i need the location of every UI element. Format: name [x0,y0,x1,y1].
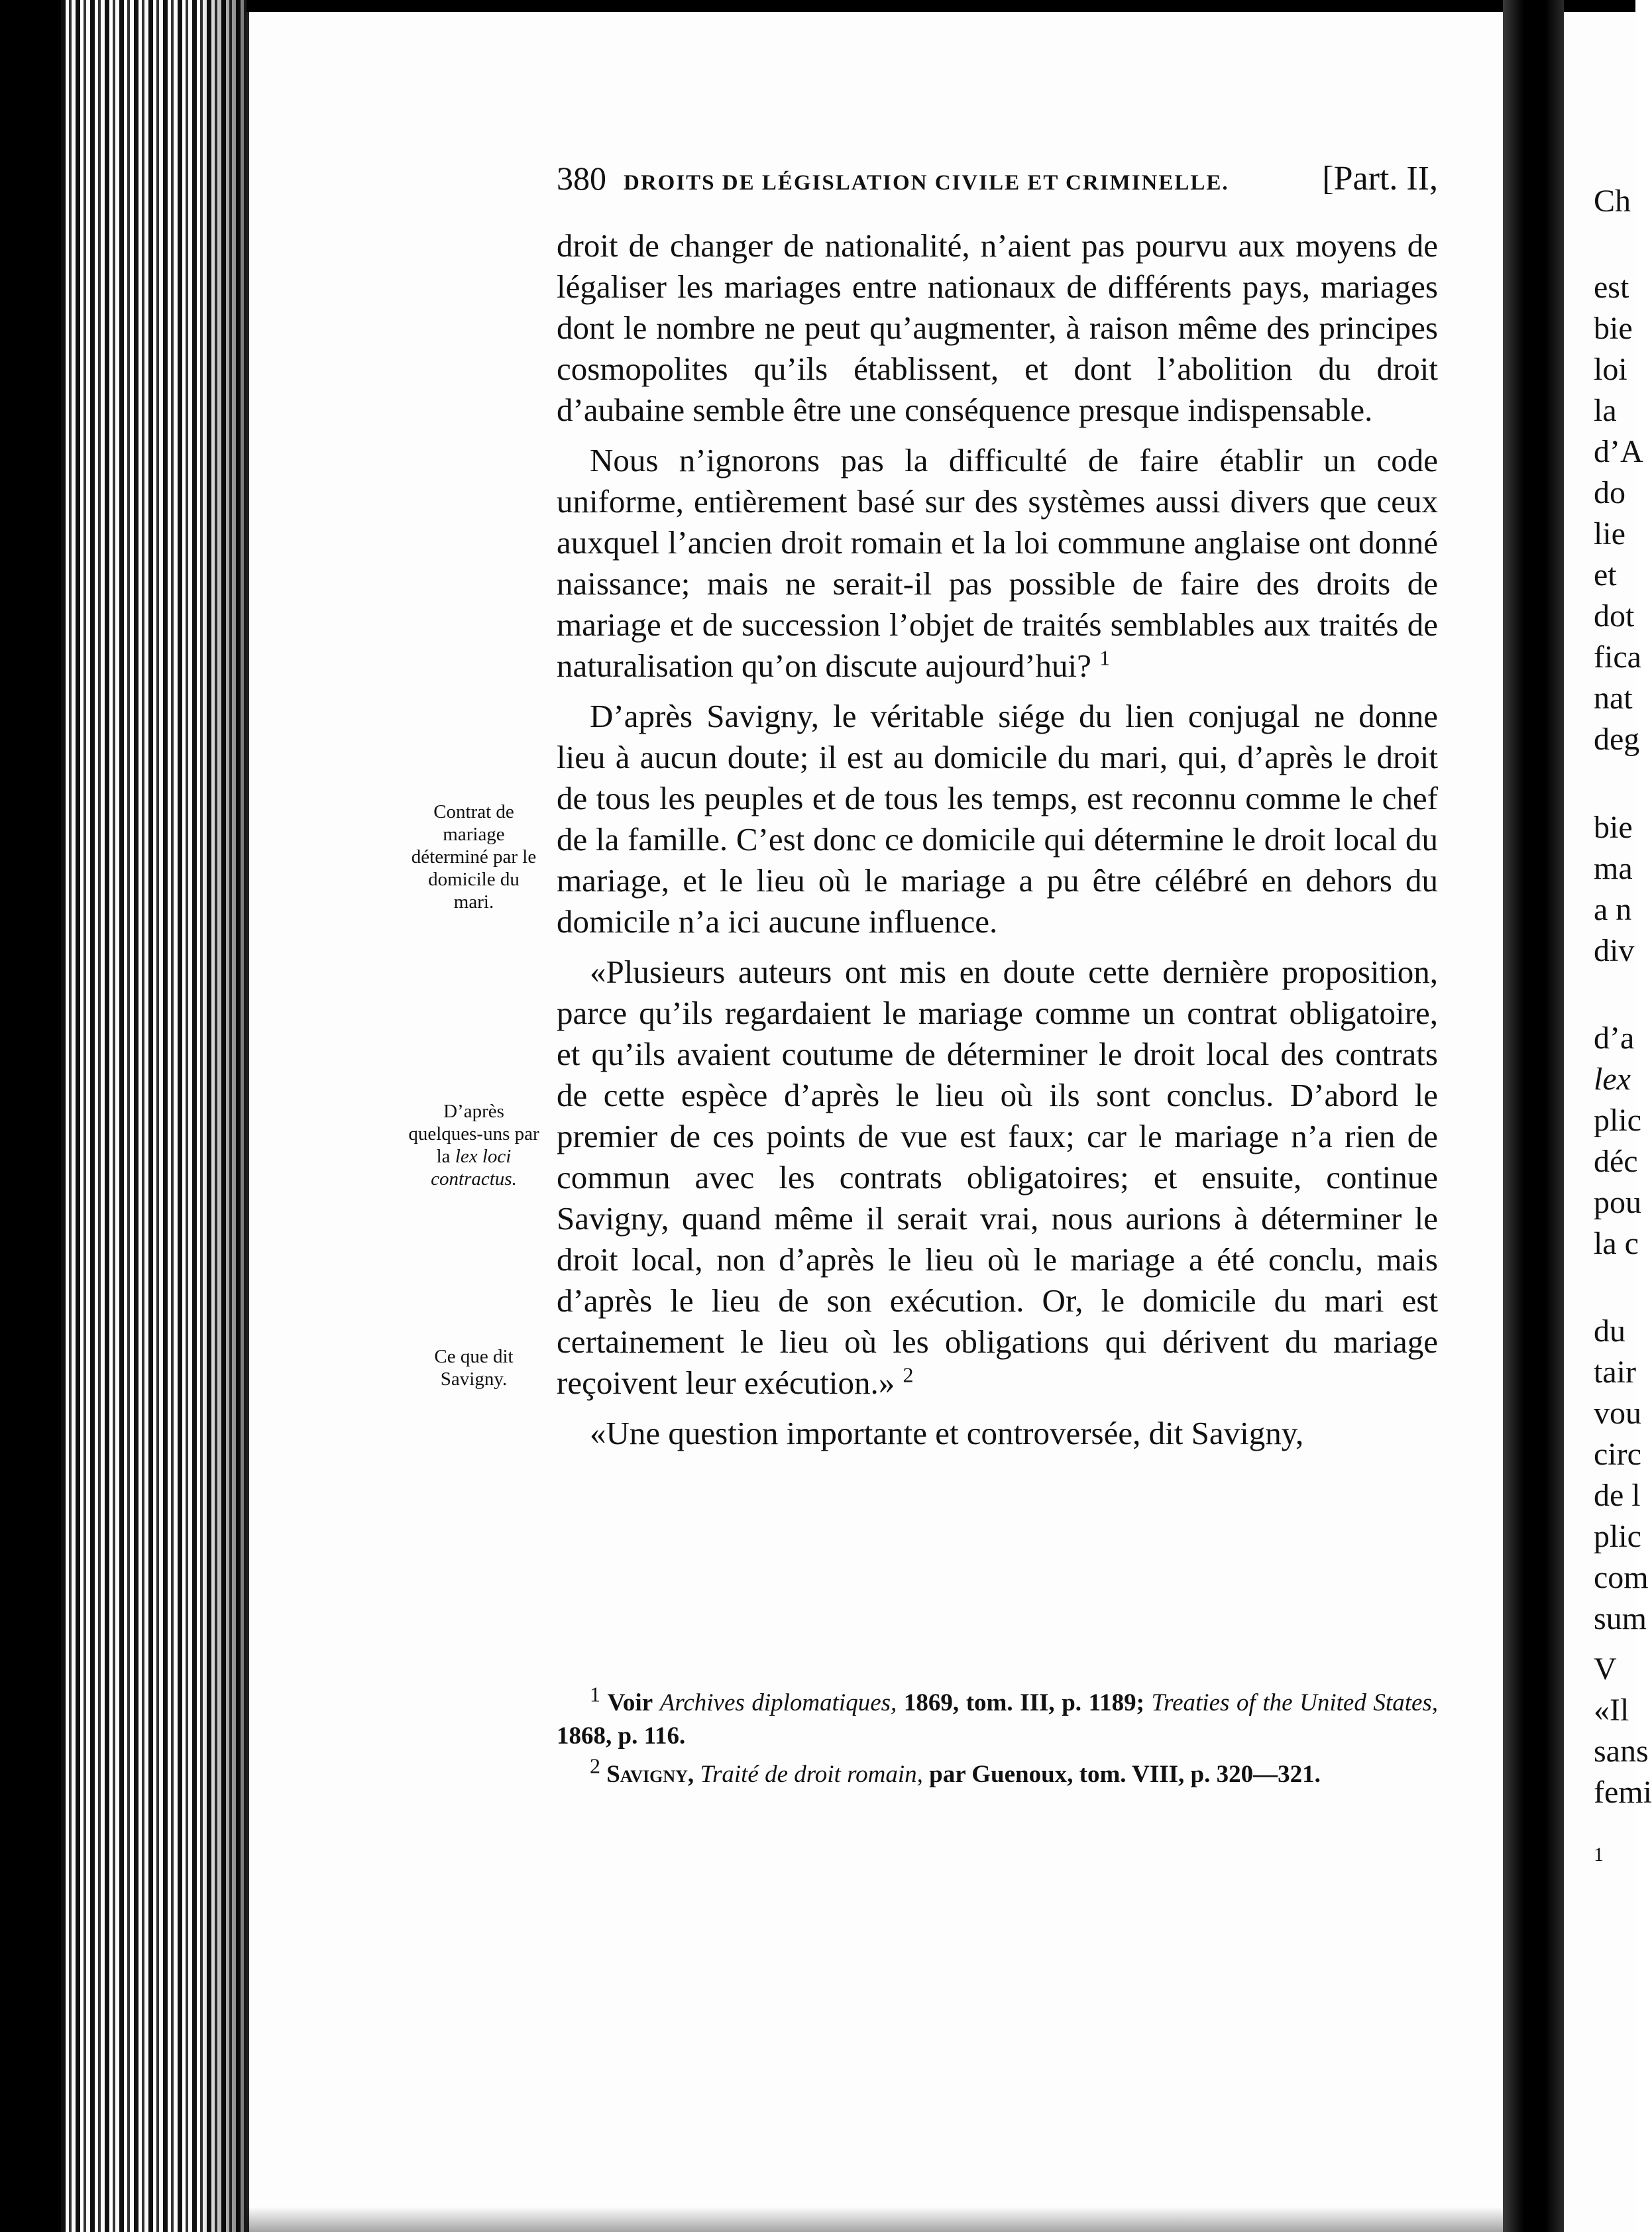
right-page-line: do [1594,475,1625,510]
right-page-line: a n [1594,892,1632,927]
right-page-line: com [1594,1560,1649,1595]
footnote-text: 1868, p. 116. [557,1722,686,1750]
right-page-line: de l [1594,1478,1641,1513]
right-page-line: pou [1594,1185,1641,1220]
margin-note [408,801,540,913]
margin-note [408,1100,540,1190]
right-page-line: est [1594,270,1629,305]
footnote-italic: Treaties of the United States, [1151,1689,1439,1716]
footnote-italic: Traité de droit romain, [700,1761,923,1788]
footnote-text: Voir [607,1689,653,1716]
right-page-line: 1 [1594,1844,1604,1866]
scan-border-left [0,0,61,2232]
footnote [557,1754,1438,1791]
running-title: DROITS DE LÉGISLATION CIVILE ET CRIMINELLE. [624,171,1229,195]
fore-edge-shadow [199,0,247,2232]
right-page-line: femi [1594,1775,1652,1810]
right-page-line: et [1594,557,1617,592]
book-gutter [1503,0,1564,2232]
part-label: [Part. II, [1322,160,1438,197]
right-page-line: deg [1594,722,1640,757]
footnote-number: 2 [590,1754,600,1778]
paragraph [557,225,1438,431]
paragraph [557,1413,1438,1454]
right-page-line: ma [1594,851,1633,886]
right-page-line: d’A [1594,434,1643,469]
right-page-line: vou [1594,1396,1641,1431]
margin-note-italic: lex loci contractus. [431,1146,517,1190]
margin-note-text: Ce que dit Savigny. [434,1346,514,1390]
footnote-number: 1 [590,1682,600,1706]
footnote [557,1682,1439,1753]
footnote-author: Savigny, [606,1761,694,1788]
right-page-line: plic [1594,1519,1641,1554]
right-page-line: V [1594,1651,1617,1687]
right-page-line: la c [1594,1226,1639,1261]
right-page-line: fica [1594,640,1641,675]
footnotes [557,1682,1439,1797]
footnote-text: 1869, tom. III, p. 1189; [903,1689,1144,1716]
paragraph [557,696,1438,942]
right-page-partial [1564,12,1652,2232]
right-page-line: nat [1594,681,1633,716]
right-page-line: circ [1594,1437,1641,1472]
paragraph [557,952,1438,1404]
margin-note-text: Contrat de mariage déterminé par le domicile du mari. [411,801,537,913]
paragraph [557,440,1438,687]
paragraph-text: D’après Savigny, le véritable siége du lien conjugal ne donne lieu à aucun doute; il est au domicile du mari, qui, d’après le droit de tous les peuples et de tous les temps, est reconnu comme le chef de la famille. C’est donc ce domicile qui détermine le droit local du mariage, et le lieu où le mariage a pu être célébré en dehors du domicile n’a ici aucune influence. [557,698,1438,940]
right-page-line: déc [1594,1144,1638,1179]
right-page-line: dot [1594,598,1635,634]
running-head [557,159,1438,212]
right-page-line: d’a [1594,1021,1635,1056]
right-page-line: plic [1594,1103,1641,1138]
footnote-ref[interactable]: 2 [903,1363,914,1387]
right-page-line: Ch [1594,184,1631,219]
right-page-line: div [1594,933,1635,968]
paragraph-text: «Plusieurs auteurs ont mis en doute cette dernière proposition, parce qu’ils regardaient le mariage comme un contrat obligatoire, et qu’ils avaient coutume de déterminer le droit local des contrats de cette espèce d’après le lieu où ils sont conclus. D’abord le premier de ces points de vue est faux; car le mariage n’a rien de commun avec les contrats obligatoires; et ensuite, continue Savigny, quand même il serait vrai, nous aurions à déterminer le droit local, non d’après le lieu où le mariage a été conclu, mais d’après le lieu de son exécution. Or, le domicile du mari est certainement le lieu où les obligations qui dérivent du mariage reçoivent leur exécution.» [557,954,1438,1401]
body-text [557,225,1438,1454]
margin-note [408,1345,540,1390]
right-page-line: sum [1594,1601,1647,1636]
paragraph-text: Nous n’ignorons pas la difficulté de faire établir un code uniforme, entièrement basé sur des systèmes aussi divers que ceux auxquel l’ancien droit romain et la loi commune anglaise ont donné naissance; mais ne serait-il pas possible de faire des droits de mariage et de succession l’objet de traités semblables aux traités de naturalisation qu’on discute aujourd’hui? [557,442,1438,684]
right-page-line: lie [1594,516,1625,551]
footnote-italic: Archives diplomatiques, [659,1689,897,1716]
right-page-line: «Il [1594,1693,1629,1728]
paragraph-text: «Une question importante et controversée, dit Savigny, [590,1415,1304,1451]
right-page-line: loi [1594,352,1627,387]
right-page-line: sans [1594,1734,1649,1769]
right-page-line: lex [1594,1062,1631,1097]
right-page-line: bie [1594,810,1633,845]
page-number: 380 [557,160,606,197]
footnote-ref[interactable]: 1 [1099,645,1111,670]
right-page-line: la [1594,393,1617,428]
page-bottom-shadow [247,2207,1503,2232]
margin-note-text: D’après quelques-uns par la [408,1101,539,1167]
right-page-line: du [1594,1313,1625,1349]
right-page-line: bie [1594,311,1633,346]
right-page-line: tair [1594,1355,1636,1390]
paragraph-text: droit de changer de nationalité, n’aient pas pourvu aux moyens de légaliser les mariages entre nationaux de différents pays, mariages dont le nombre ne peut qu’augmenter, à raison même des principes cosmopolites qu’ils établissent, et dont l’abolition du droit d’aubaine semble être une conséquence presque indispensable. [557,227,1438,428]
footnote-text: par Guenoux, tom. VIII, p. 320—321. [929,1761,1321,1788]
